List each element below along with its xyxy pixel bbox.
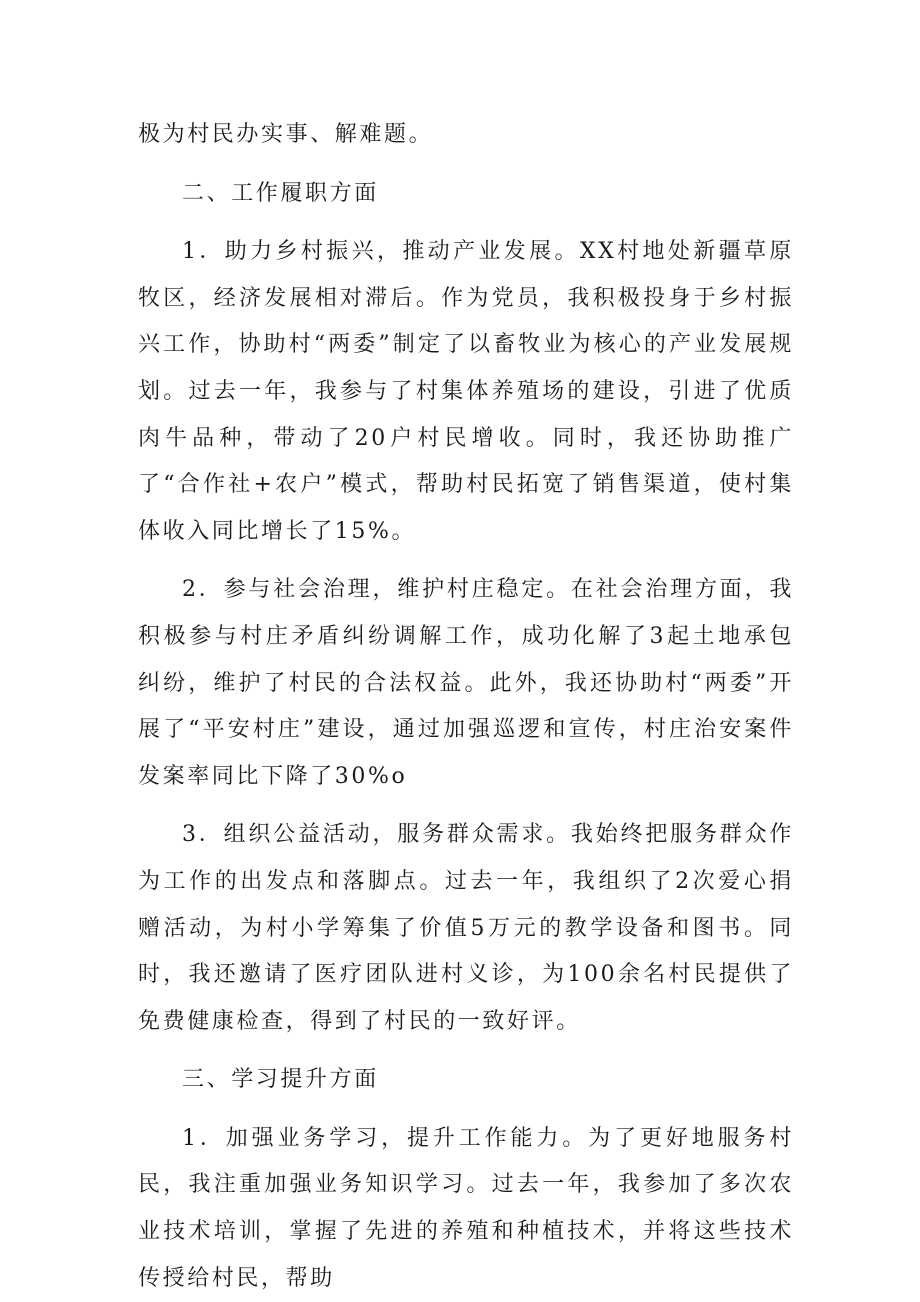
paragraph-public-welfare: 3．组织公益活动，服务群众需求。我始终把服务群众作为工作的出发点和落脚点。过去一年，我组织了2次爱心捐赠活动，为村小学筹集了价值5万元的教学设备和图书。同时，我还邀请了医疗团队进村义诊，为100余名村民提供了免费健康检查，得到了村民的一致好评。 <box>138 822 794 1034</box>
paragraph-continuation: 极为村民办实事、解难题。 <box>138 122 434 147</box>
section-heading-work-duties: 二、工作履职方面 <box>182 180 379 206</box>
section-heading-learning: 三、学习提升方面 <box>182 1067 379 1093</box>
paragraph-rural-revitalization: 1．助力乡村振兴，推动产业发展。XX村地处新疆草原牧区，经济发展相对滞后。作为党员，我积极投身于乡村振兴工作，协助村“两委”制定了以畜牧业为核心的产业发展规划。过去一年，我参与了村集体养殖场的建设，引进了优质肉牛品种，带动了20户村民增收。同时，我还协助推广了“合作社+农户”模式，帮助村民拓宽了销售渠道，使村集体收入同比增长了15%。 <box>138 239 794 544</box>
document-body <box>138 112 794 1302</box>
paragraph-social-governance: 2．参与社会治理，维护村庄稳定。在社会治理方面，我积极参与村庄矛盾纠纷调解工作，成功化解了3起土地承包纠纷，维护了村民的合法权益。此外，我还协助村“两委”开展了“平安村庄”建设，通过加强巡逻和宣传，村庄治安案件发案率同比下降了30%o <box>138 577 794 789</box>
paragraph-business-learning: 1．加强业务学习，提升工作能力。为了更好地服务村民，我注重加强业务知识学习。过去一年，我参加了多次农业技术培训，掌握了先进的养殖和种植技术，并将这些技术传授给村民，帮助 <box>138 1125 794 1291</box>
